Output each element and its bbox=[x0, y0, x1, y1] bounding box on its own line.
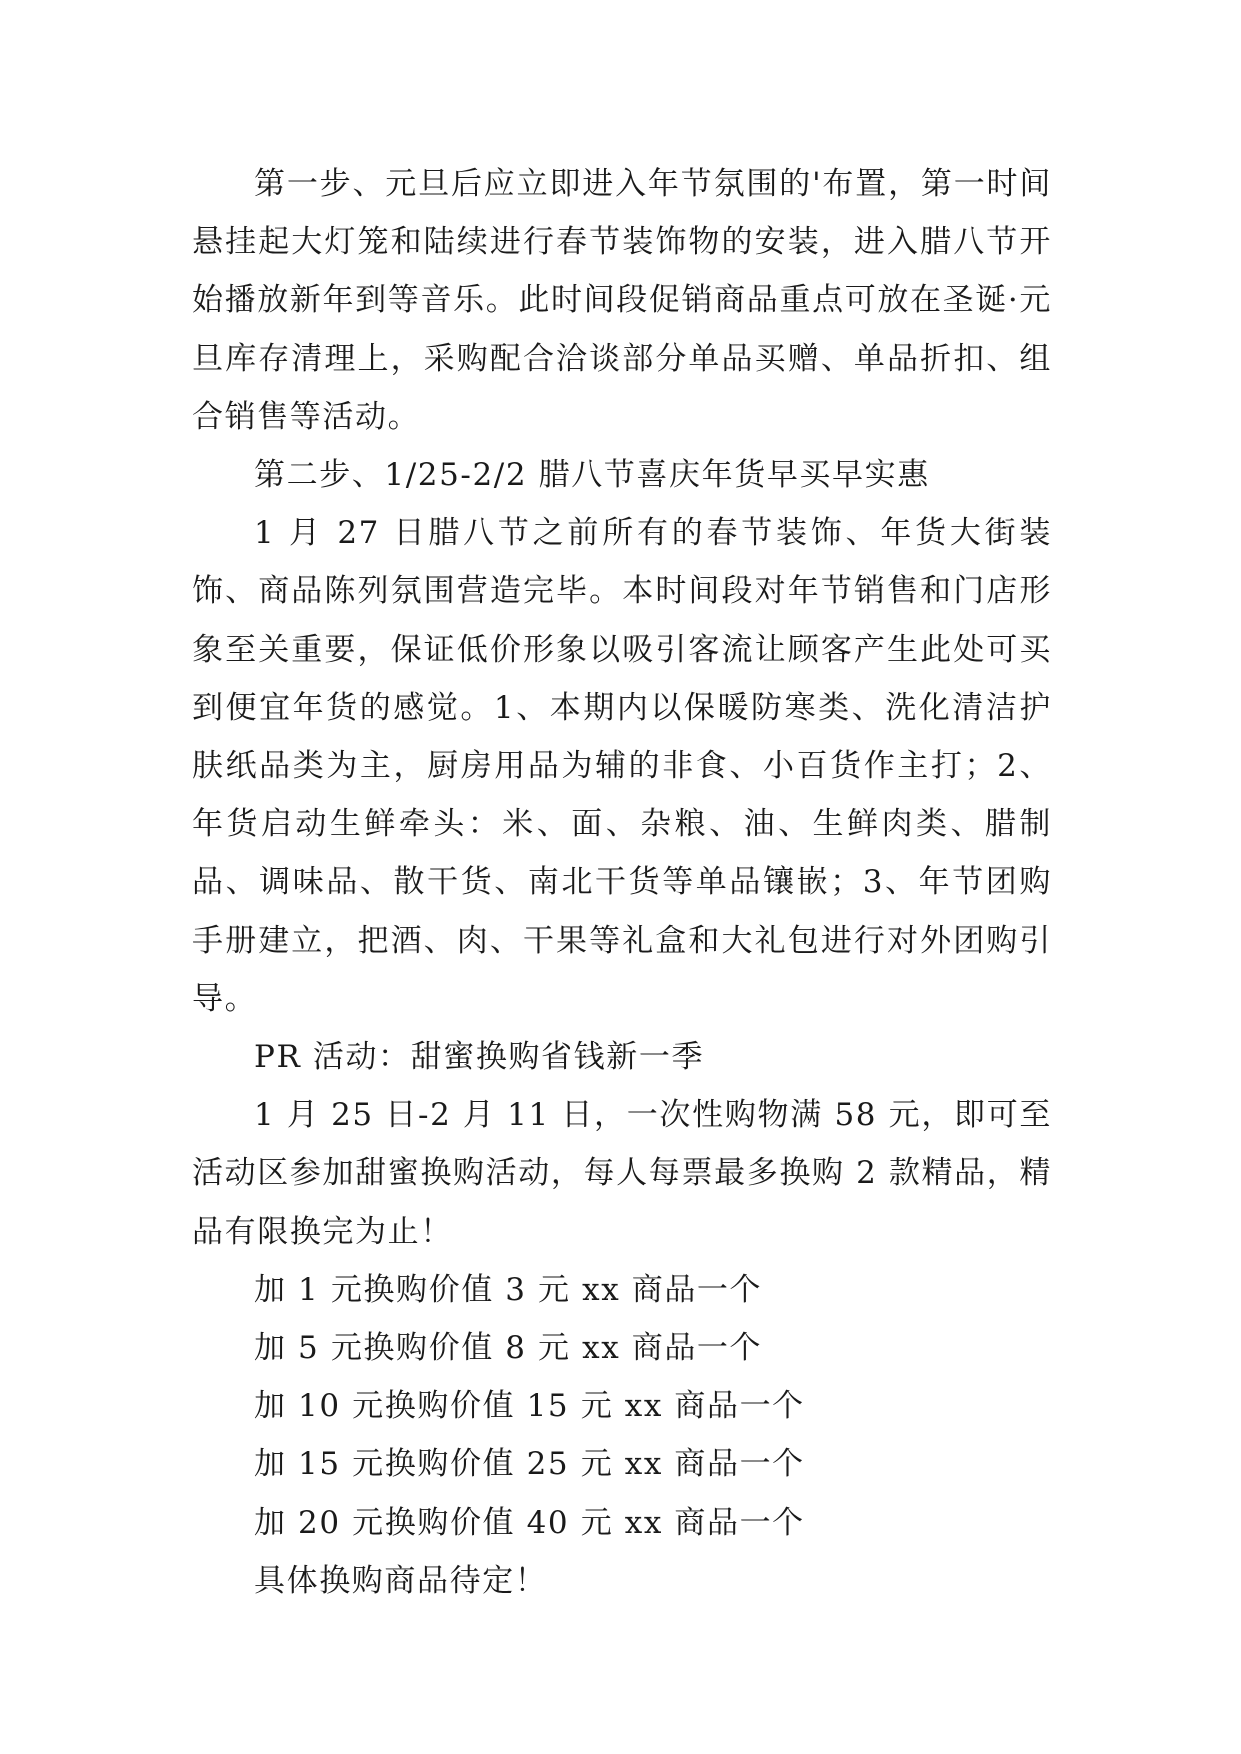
list-item-exchange-3: 加 10 元换购价值 15 元 xx 商品一个 bbox=[254, 1388, 805, 1425]
paragraph-pr-activity-body: 1 月 25 日-2 月 11 日，一次性购物满 58 元，即可至活动区参加甜蜜换购活动，每人每票最多换购 2 款精品，精品有限换完为止！ bbox=[192, 1097, 1052, 1250]
list-item-exchange-2: 加 5 元换购价值 8 元 xx 商品一个 bbox=[254, 1330, 763, 1367]
paragraph-step-two-body: 1 月 27 日腊八节之前所有的春节装饰、年货大街装饰、商品陈列氛围营造完毕。本时间段对年节销售和门店形象至关重要，保证低价形象以吸引客流让顾客产生此处可买到便宜年货的感觉。1、本期内以保暖防寒类、洗化清洁护肤纸品类为主，厨房用品为辅的非食、小百货作主打；2、年货启动生鲜牵头：米、面、杂粮、油、生鲜肉类、腊制品、调味品、散干货、南北干货等单品镶嵌；3、年节团购手册建立，把酒、肉、干果等礼盒和大礼包进行对外团购引导。 bbox=[192, 515, 1052, 1017]
paragraph-step-one: 第一步、元旦后应立即进入年节氛围的'布置，第一时间悬挂起大灯笼和陆续进行春节装饰物的安装，进入腊八节开始播放新年到等音乐。此时间段促销商品重点可放在圣诞·元旦库存清理上，采购配合洽谈部分单品买赠、单品折扣、组合销售等活动。 bbox=[192, 166, 1052, 435]
document-body bbox=[192, 155, 1052, 1610]
list-item-exchange-5: 加 20 元换购价值 40 元 xx 商品一个 bbox=[254, 1504, 805, 1541]
paragraph-step-two-heading: 第二步、1/25-2/2 腊八节喜庆年货早买早实惠 bbox=[254, 457, 930, 494]
list-item-exchange-1: 加 1 元换购价值 3 元 xx 商品一个 bbox=[254, 1271, 763, 1308]
list-item-exchange-4: 加 15 元换购价值 25 元 xx 商品一个 bbox=[254, 1446, 805, 1483]
paragraph-closing-note: 具体换购商品待定！ bbox=[254, 1562, 548, 1599]
paragraph-pr-activity-heading: PR 活动：甜蜜换购省钱新一季 bbox=[254, 1039, 705, 1076]
